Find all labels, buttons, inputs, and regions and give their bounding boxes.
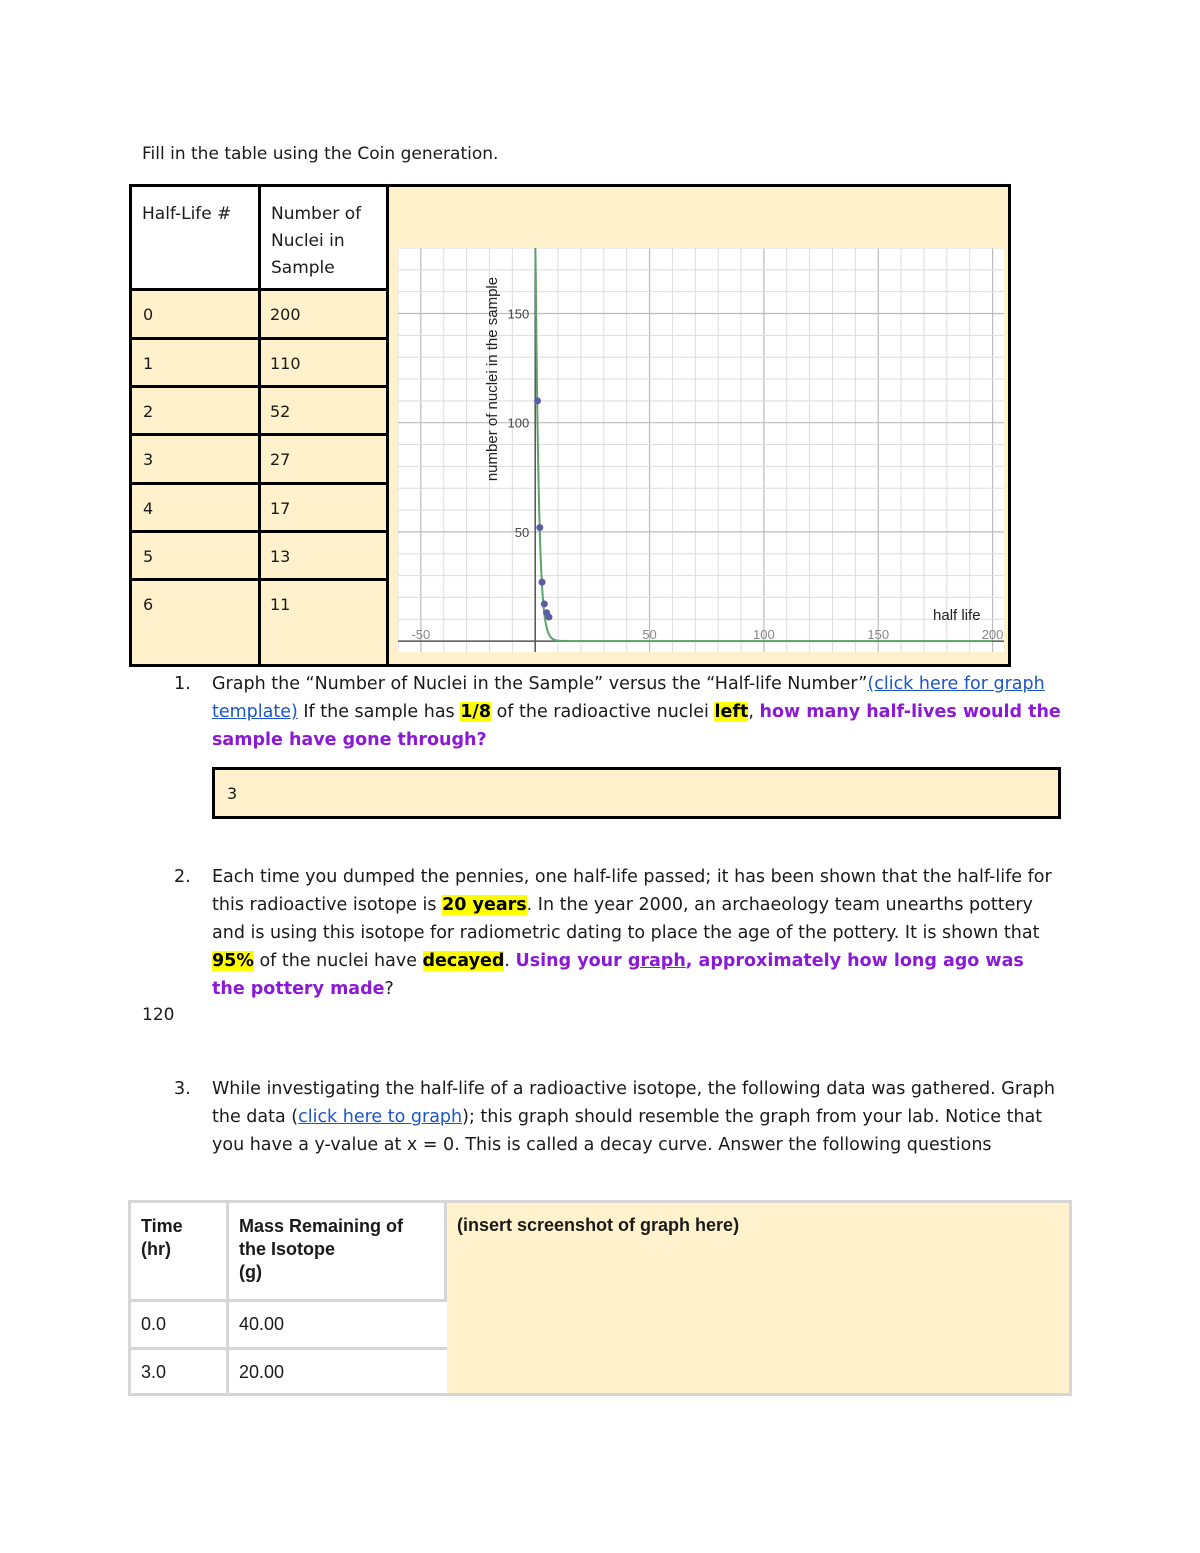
x-tick-label: 150 [867,627,890,643]
time-cell: 3.0 [131,1347,226,1393]
halflife-cell: 6 [143,595,154,614]
instructions-text: Fill in the table using the Coin generation. [142,144,499,164]
graph-template-link[interactable]: (click here for graph template) [212,674,1045,722]
answer-2: 120 [142,1005,175,1025]
x-tick-label: 200 [981,627,1004,643]
question-number: 2. [174,867,191,887]
question-1-text: Graph the “Number of Nuclei in the Sample” versus the “Half-life Number”(click here for graph template) If the sample has 1/8 of the radioactive nuclei left, how many half-lives would the sample have gone through? [212,674,1061,750]
question-1 [142,670,1062,754]
table-row [132,388,386,436]
data-point [541,600,548,607]
mass-cell: 20.00 [226,1347,447,1393]
x-tick-label: 50 [642,627,657,643]
y-tick-label: 150 [507,306,530,322]
header-number-of-nuclei: Number of Nuclei in Sample [261,187,386,288]
data-point [545,614,552,621]
table-row [132,436,386,484]
header-mass: Mass Remaining of the Isotope (g) [226,1203,447,1299]
y-tick-label: 50 [514,524,530,540]
question-2-text: Each time you dumped the pennies, one half-life passed; it has been shown that the half-life for this radioactive isotope is 20 years. In the year 2000, an archaeology team unearths pottery and is using this isotope for radiometric dating to place the age of the pottery. It is shown that 95% of the nuclei have decayed. Using your graph, approximately how long ago was the pottery made? [212,867,1052,999]
isotope-data-table [128,1200,1072,1396]
question-3-text: While investigating the half-life of a radioactive isotope, the following data was gathered. Graph the data (click here to graph); this graph should resemble the graph from your lab. Notice that you have a y-value at x = 0. This is called a decay curve. Answer the following questions [212,1079,1055,1155]
header-time: Time (hr) [131,1203,226,1299]
table-row [132,340,386,388]
coin-data-table [129,184,1011,667]
answer-box-1[interactable]: 3 [212,767,1061,819]
nuclei-cell: 27 [270,450,291,469]
x-axis-label: half life [933,607,981,625]
x-tick-label: 100 [753,627,775,643]
x-tick-label: -50 [411,627,431,643]
table-row [132,533,386,581]
y-axis-label: number of nuclei in the sample [484,276,502,482]
nuclei-cell: 13 [270,547,291,566]
mass-cell: 40.00 [226,1299,447,1347]
header-half-life: Half-Life # [132,187,258,288]
nuclei-cell: 11 [270,595,291,614]
data-point [536,524,543,531]
nuclei-cell: 52 [270,402,291,421]
question-number: 1. [174,674,191,694]
halflife-cell: 1 [143,354,154,373]
nuclei-cell: 200 [270,305,301,324]
graph-link[interactable]: graph [627,951,686,971]
halflife-cell: 2 [143,402,154,421]
halflife-cell: 0 [143,305,154,324]
y-tick-label: 100 [507,415,530,431]
nuclei-cell: 110 [270,354,301,373]
question-3 [142,1075,1062,1159]
table-row [132,485,386,533]
table-row [132,581,386,629]
halflife-cell: 3 [143,450,154,469]
data-point [534,397,541,404]
halflife-cell: 4 [143,499,154,518]
nuclei-chart [398,248,1004,652]
graph-screenshot-placeholder[interactable]: (insert screenshot of graph here) [444,1203,1069,1393]
nuclei-cell: 17 [270,499,291,518]
question-number: 3. [174,1079,191,1099]
nuclei-chart-svg [398,248,1004,652]
halflife-cell: 5 [143,547,154,566]
time-cell: 0.0 [131,1299,226,1347]
question-2 [142,863,1062,1003]
data-point [539,579,546,586]
click-to-graph-link[interactable]: click here to graph [298,1107,463,1127]
table-row [132,291,386,339]
